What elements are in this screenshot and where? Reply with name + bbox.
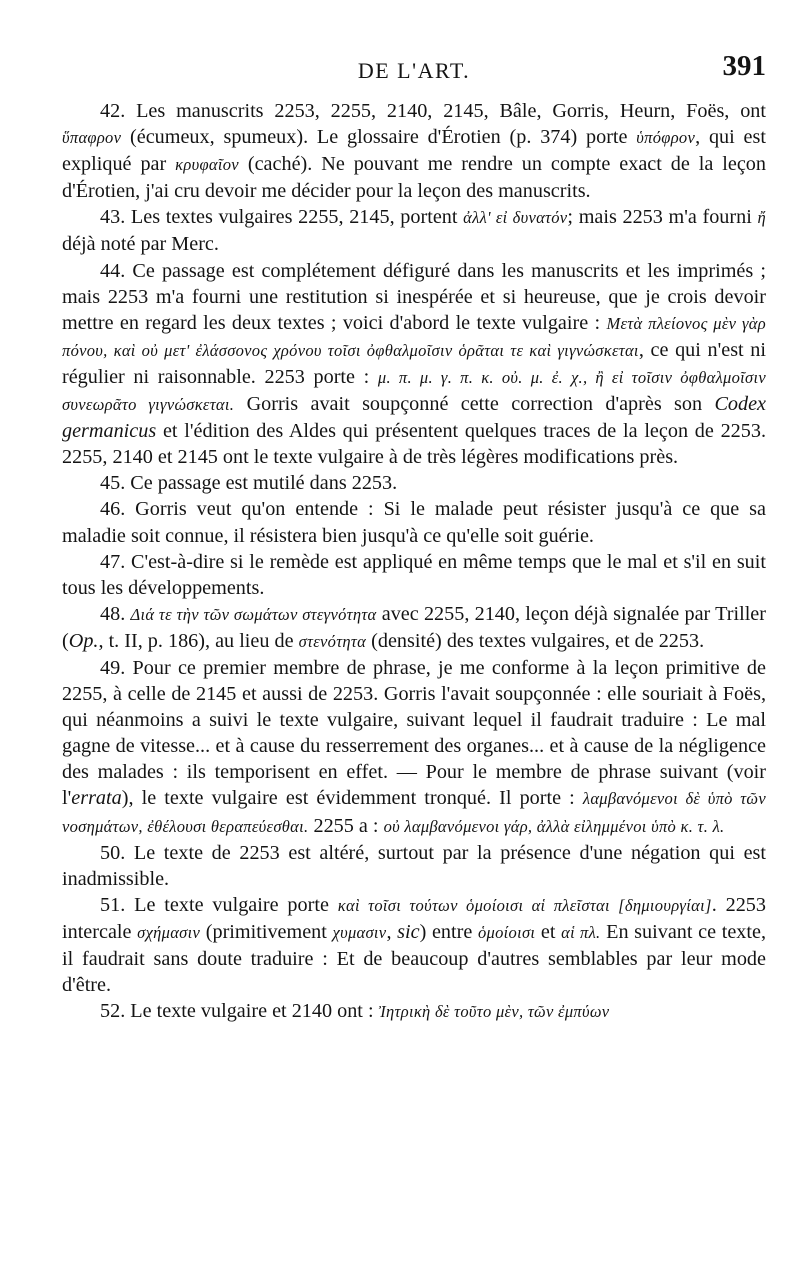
note-text: , [386, 920, 398, 943]
note-text: 49. Pour ce premier membre de phrase, je me conforme à la leçon primitive de 2255, à celle de 2145 et aussi de 2253. Gorris l'avait soupçonnée : elle souriait à Foës, qui néanmoins a suivi le texte vulgaire, suivant lequel il faudrait traduire : Le mal gagne de vitesse... et à cause du resserrement des organes... et à cause de la négligence des malades : ils temporisent en effet. — Pour le membre de phrase suivant (voir l' [62, 656, 766, 810]
note-text: 50. Le texte de 2253 est altéré, surtout par la présence d'une négation qui est inadmissible. [62, 841, 766, 890]
note-text: 2255 a : [308, 814, 384, 837]
note-52 [62, 998, 766, 1025]
greek-text: ὑπόφρον [636, 128, 696, 148]
note-43 [62, 204, 766, 257]
note-text: 51. Le texte vulgaire porte [100, 893, 338, 916]
italic-text: Op. [68, 629, 99, 652]
note-text: avec 2255, 2140, leçon déjà signalée par Triller ( [62, 602, 766, 652]
page-number: 391 [722, 50, 766, 82]
greek-text: στενότητα [298, 631, 367, 651]
note-text: . 2253 intercale [62, 893, 766, 943]
note-text: 47. C'est-à-dire si le remède est appliqué en même temps que le mal et s'il en suit tous les développements. [62, 550, 766, 599]
note-text: ), le texte vulgaire est évidemment tronqué. Il porte : [121, 787, 583, 810]
greek-text: αἱ πλ. [561, 922, 601, 942]
greek-text: καὶ τοῖσι τούτων ὁμοίοισι αἱ πλεῖσται [δημιουργίαι] [337, 895, 712, 915]
note-text: ; mais 2253 m'a fourni [567, 206, 758, 229]
greek-text: ὕπαφρον [62, 128, 122, 148]
italic-text: errata [71, 787, 122, 810]
running-head [62, 48, 766, 90]
note-text: En suivant ce texte, il faudrait sans doute traduire : Et de beaucoup d'autres semblables par leur mode d'être. [62, 920, 766, 997]
running-title: DE L'ART. [357, 58, 471, 83]
note-text: 46. Gorris veut qu'on entende : Si le malade peut résister jusqu'à ce que sa maladie soit connue, il résistera bien jusqu'à ce qu'elle soit guérie. [62, 498, 766, 547]
greek-text: σχήμασιν [137, 922, 201, 942]
note-46 [62, 496, 766, 548]
note-48 [62, 601, 766, 655]
greek-text: μ. π. μ. γ. π. κ. οὐ. μ. ἐ. χ., ἢ εἰ τοῖσιν ὀφθαλμοῖσιν συνεωρᾶτο γιγνώσκεται. [62, 367, 766, 415]
note-45 [62, 470, 766, 496]
note-text: , ce qui n'est ni régulier ni raisonnable. 2253 porte : [62, 338, 766, 388]
note-text: Gorris avait soupçonné cette correction d'après son [234, 393, 715, 416]
note-text: 44. Ce passage est complétement défiguré dans les manuscrits et les imprimés ; mais 2253 m'a fourni une restitution si inespérée et si heureuse, que je crois devoir mettre en regard les deux textes ; voici d'abord le texte vulgaire : [62, 259, 766, 334]
note-text: 43. Les textes vulgaires 2255, 2145, portent [100, 206, 464, 229]
note-text: 52. Le texte vulgaire et 2140 ont : [100, 1000, 379, 1023]
footnotes [62, 98, 766, 1025]
note-42 [62, 98, 766, 204]
note-50 [62, 840, 766, 892]
note-44 [62, 258, 766, 471]
greek-text: χυμασιν [332, 922, 387, 942]
greek-text: Διά τε τὴν τῶν σωμάτων στεγνότητα [130, 604, 377, 624]
note-text: et [535, 920, 562, 943]
note-text: 45. Ce passage est mutilé dans 2253. [100, 472, 398, 495]
greek-text: λαμβανόμενοι δὲ ὑπὸ τῶν νοσημάτων, ἐθέλουσι θεραπεύεσθαι. [62, 789, 766, 836]
note-text: (caché). Ne pouvant me rendre un compte exact de la leçon d'Érotien, j'ai cru devoir me décider pour la leçon des manuscrits. [62, 153, 766, 203]
note-text: 48. [100, 602, 131, 625]
note-text: déjà noté par Merc. [62, 233, 219, 256]
note-text: ) entre [419, 920, 478, 943]
note-text: 42. Les manuscrits 2253, 2255, 2140, 2145, Bâle, Gorris, Heurn, Foës, ont [100, 100, 766, 122]
greek-text: Μετὰ πλείονος μὲν γὰρ πόνου, καὶ οὐ μετ' ἐλάσσονος χρόνου τοῖσι ὀφθαλμοῖσιν ὁρᾶται τε καὶ γιγνώσκεται [62, 313, 766, 360]
greek-text: ἀλλ' εἰ δυνατόν [463, 208, 568, 228]
note-47 [62, 549, 766, 601]
greek-text: οὐ λαμβανόμενοι γάρ, ἀλλὰ εἰλημμένοι ὑπὸ κ. τ. λ. [383, 816, 725, 836]
note-text: (densité) des textes vulgaires, et de 2253. [366, 629, 705, 652]
note-51 [62, 892, 766, 998]
note-text: , t. II, p. 186), au lieu de [98, 629, 299, 652]
note-text: , qui est expliqué par [62, 126, 766, 176]
greek-text: ἤ [757, 208, 766, 228]
greek-text: ὁμοίοισι [477, 922, 536, 942]
italic-text: Codex germanicus [62, 393, 767, 443]
note-text: (primitivement [200, 920, 333, 943]
note-text: et l'édition des Aldes qui présentent quelques traces de la leçon de 2253. 2255, 2140 et 2145 ont le texte vulgaire à de très légères modifications près. [62, 420, 766, 469]
note-49 [62, 655, 766, 840]
note-text: (écumeux, spumeux). Le glossaire d'Érotien (p. 374) porte [121, 126, 637, 149]
greek-text: Ἰητρικὴ δὲ τοῦτο μὲν, τῶν ἐμπύων [378, 1002, 610, 1022]
greek-text: κρυφαῖον [175, 155, 239, 175]
italic-text: sic [397, 920, 420, 943]
